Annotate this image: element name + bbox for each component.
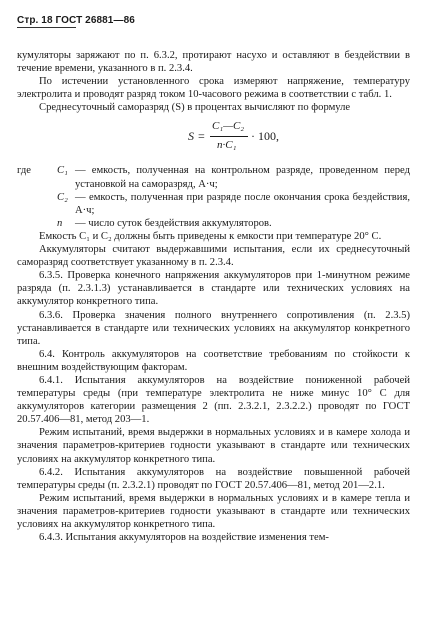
paragraph: По истечении установленного срока измеряют напряжение, температуру электролита и проводят разряд током 10-часового режима в соответствии с табл. 1. (17, 76, 410, 101)
definition-text: — емкость, полученная при разряде после окончания срока бездействия, А·ч; (75, 191, 410, 216)
paragraph: 6.4.2. Испытания аккумуляторов на воздействие повышенной рабочей температуры среды (п. 2.3.2.1) проводят по ГОСТ 20.57.406—81, метод 201—2.1. (17, 466, 410, 491)
paragraph: 6.4.1. Испытания аккумуляторов на воздействие пониженной рабочей температуры среды (при температуре электролита не ниже минус 10° С для аккумуляторов категории размещения 2 (пп. 2.3.2.1, 2.3.2.2.) проводят по ГОСТ 20.57.406—81, метод 203—1. (17, 374, 410, 426)
page-header: Стр. 18 ГОСТ 26881—86 (17, 15, 135, 26)
formula-factor: · 100, (251, 129, 279, 144)
formula-equals: = (198, 129, 205, 144)
paragraph: Среднесуточный саморазряд (S) в процентах вычисляют по формуле (39, 102, 351, 114)
definition-text: — число суток бездействия аккумуляторов. (75, 217, 272, 229)
paragraph: 6.4. Контроль аккумуляторов на соответствие требованиям по стойкости к внешним воздействующим факторам. (17, 348, 410, 373)
definition-n (17, 217, 410, 230)
formula (17, 120, 410, 160)
paragraph: 6.4.3. Испытания аккумуляторов на воздействие изменения тем- (39, 532, 329, 544)
definition-c1 (17, 164, 410, 190)
paragraph: Режим испытаний, время выдержки в нормальных условиях и в камере тепла и значения параметров-критериев годности указывают в стандарте или технических условиях на аккумулятор конкретного типа. (17, 492, 410, 530)
paragraph: 6.3.5. Проверка конечного напряжения аккумуляторов при 1-минутном режиме разряда (п. 2.3.1.3) устанавливается в стандарте или технических условиях на аккумулятор конкретного типа. (17, 270, 410, 308)
definition-intro: где (17, 165, 31, 177)
header-rule (17, 27, 76, 28)
definition-c2 (17, 191, 410, 217)
page-body (17, 49, 410, 544)
definition-symbol: C₁ (57, 165, 68, 177)
fraction-bar (210, 136, 248, 137)
formula-lhs: S (188, 129, 194, 144)
formula-numerator: C₁—C₂ (212, 120, 245, 133)
paragraph: Аккумуляторы считают выдержавшими испытания, если их среднесуточный саморазряд соответствует указанному в п. 2.3.4. (17, 244, 410, 269)
formula-denominator: n·C₁ (217, 139, 237, 152)
definition-text: — емкость, полученная на контрольном разряде, проведенном перед установкой на саморазряд, А·ч; (75, 165, 410, 190)
paragraph: 6.3.6. Проверка значения полного внутреннего сопротивления (п. 2.3.5) устанавливается в стандарте или технических условиях на аккумулятор конкретного типа. (17, 309, 410, 347)
definitions (17, 164, 410, 229)
paragraph: кумуляторы заряжают по п. 6.3.2, протирают насухо и оставляют в бездействии в течение времени, указанного в п. 2.3.4. (17, 50, 410, 75)
definition-symbol: n (57, 217, 63, 229)
paragraph: Емкость C₁ и C₂ должны быть приведены к емкости при температуре 20° С. (39, 230, 382, 242)
definition-symbol: C₂ (57, 191, 68, 203)
paragraph: Режим испытаний, время выдержки в нормальных условиях и в камере холода и значения параметров-критериев годности указывают в стандарте или технических условиях на аккумулятор конкретного типа. (17, 427, 410, 465)
